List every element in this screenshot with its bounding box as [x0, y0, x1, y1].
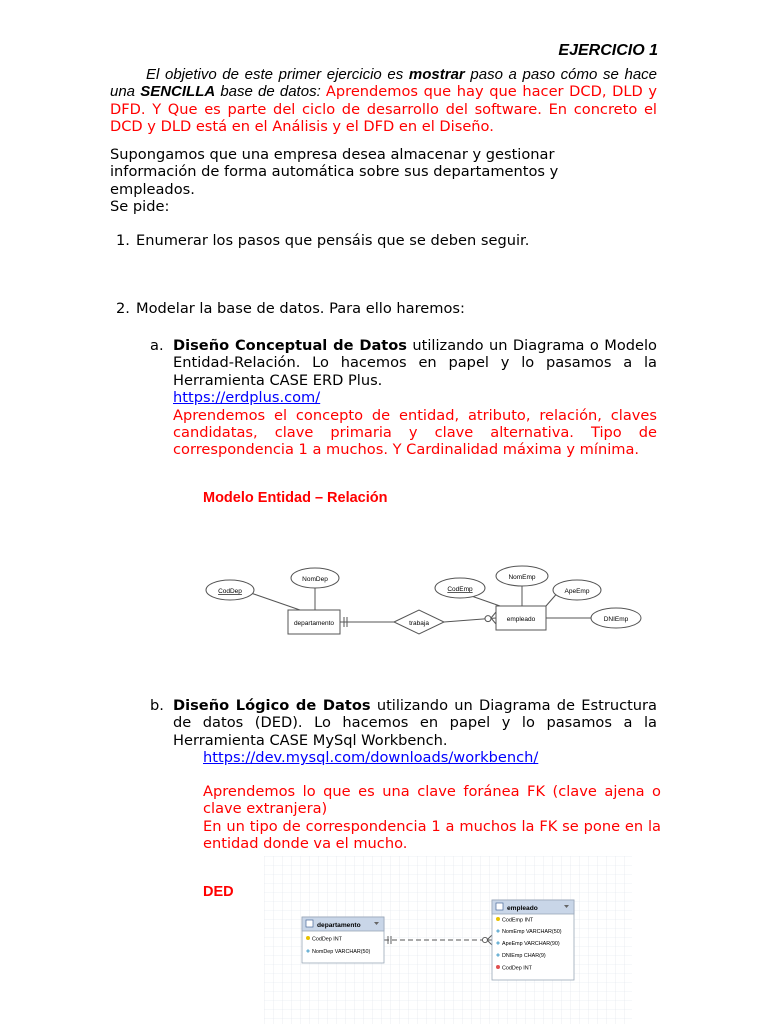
key-icon — [306, 936, 310, 940]
item-a-bold: Diseño Conceptual de Datos — [173, 337, 407, 354]
workbench-link-wrap — [203, 749, 538, 766]
ded-dep-name: departamento — [317, 922, 361, 929]
item2-number: 2. — [116, 300, 130, 317]
scenario-paragraph — [110, 146, 610, 216]
intro-bold-1: mostrar — [408, 66, 465, 83]
erdplus-link[interactable]: https://erdplus.com/ — [173, 389, 321, 407]
foreign-key-icon — [496, 965, 500, 969]
item-a-letter: a. — [150, 337, 164, 354]
er-relationship: trabaja — [409, 620, 429, 627]
intro-text-1: El objetivo de este primer ejercicio es — [146, 66, 409, 83]
ded-table-empleado — [492, 900, 574, 980]
ded-emp-col-dniemp: DNIEmp CHAR(9) — [502, 953, 546, 959]
er-attr-dniemp: DNIEmp — [603, 616, 629, 623]
er-attr-nomdep: NomDep — [302, 576, 328, 583]
ded-emp-col-apeemp: ApeEmp VARCHAR(90) — [502, 941, 560, 947]
ded-emp-col-nomemp: NomEmp VARCHAR(50) — [502, 929, 562, 935]
intro-text-2: paso a paso cómo se hace una — [110, 66, 657, 101]
workbench-link[interactable]: https://dev.mysql.com/downloads/workbench/ — [203, 749, 539, 766]
item-a-red-note: Aprendemos el concepto de entidad, atributo, relación, claves candidatas, clave primaria y clave alternativa. Tipo de correspondencia 1 a muchos. Y Cardinalidad máxima y mínima. — [173, 406, 657, 459]
intro-bold-2: SENCILLA — [140, 83, 216, 101]
er-entity-emp: empleado — [506, 616, 536, 623]
item-b-red-note-1: Aprendemos lo que es una clave foránea FK (clave ajena o clave extranjera) — [203, 783, 661, 818]
er-diagram — [200, 560, 660, 650]
er-attr-apeemp: ApeEmp — [564, 588, 590, 595]
intro-paragraph — [110, 66, 657, 136]
ded-dep-col-nomdep: NomDep VARCHAR(50) — [312, 949, 371, 955]
list-item-1 — [116, 232, 656, 249]
item-b-red-note-2: En un tipo de correspondencia 1 a muchos la FK se pone en la entidad donde va el mucho. — [203, 818, 661, 853]
er-attr-nomemp: NomEmp — [508, 574, 536, 581]
item-b-letter: b. — [150, 697, 164, 714]
er-attr-codemp: CodEmp — [447, 586, 473, 593]
item2-text: Modelar la base de datos. Para ello haremos: — [136, 300, 465, 317]
item-a-text: utilizando un Diagrama o Modelo Entidad-Relación. Lo hacemos en papel y lo pasamos a la Herramienta CASE ERD Plus. — [173, 337, 657, 389]
list-item-2 — [116, 300, 656, 317]
ded-diagram — [264, 856, 632, 1024]
ded-dep-col-coddep: CodDep INT — [312, 936, 342, 943]
er-mark-zero — [485, 616, 491, 622]
intro-red-note: Aprendemos que hay que hacer DCD, DLD y DFD. Y Que es parte del ciclo de desarrollo del software. En concreto el DCD y DLD está en el Análisis y el DFD en el Diseño. — [110, 83, 657, 136]
ded-emp-col-coddep: CodDep INT — [502, 965, 532, 972]
item1-text: Enumerar los pasos que pensáis que se deben seguir. — [136, 232, 530, 249]
item-b-bold: Diseño Lógico de Datos — [173, 697, 371, 714]
er-heading: Modelo Entidad – Relación — [203, 490, 388, 506]
scenario-text: Supongamos que una empresa desea almacenar y gestionar información de forma automática sobre sus departamentos y empleados. — [110, 146, 559, 198]
ded-mark-zero — [482, 937, 487, 942]
er-entity-dep: departamento — [293, 620, 335, 627]
scenario-ask: Se pide: — [110, 198, 170, 216]
item-b-text: utilizando un Diagrama de Estructura de datos (DED). Lo hacemos en papel y lo pasamos a la Herramienta CASE MySql Workbench. — [173, 697, 658, 749]
er-attr-coddep: CodDep — [218, 588, 242, 595]
ded-emp-table-icon — [496, 903, 503, 910]
er-mark-many-1 — [491, 612, 496, 618]
ded-heading: DED — [203, 884, 234, 900]
ded-emp-col-codemp: CodEmp INT — [502, 917, 534, 924]
er-line-coddep — [248, 592, 300, 610]
intro-text-3: base de datos: — [215, 83, 326, 101]
ded-emp-name: empleado — [507, 905, 538, 912]
item-a-paragraph — [173, 337, 657, 459]
ded-dep-table-icon — [306, 920, 313, 927]
item1-number: 1. — [116, 232, 130, 249]
ded-table-departamento — [302, 917, 384, 963]
item-b-paragraph — [173, 697, 657, 749]
er-mark-many-2 — [491, 618, 496, 624]
exercise-title: EJERCICIO 1 — [558, 42, 658, 59]
key-icon — [496, 917, 500, 921]
